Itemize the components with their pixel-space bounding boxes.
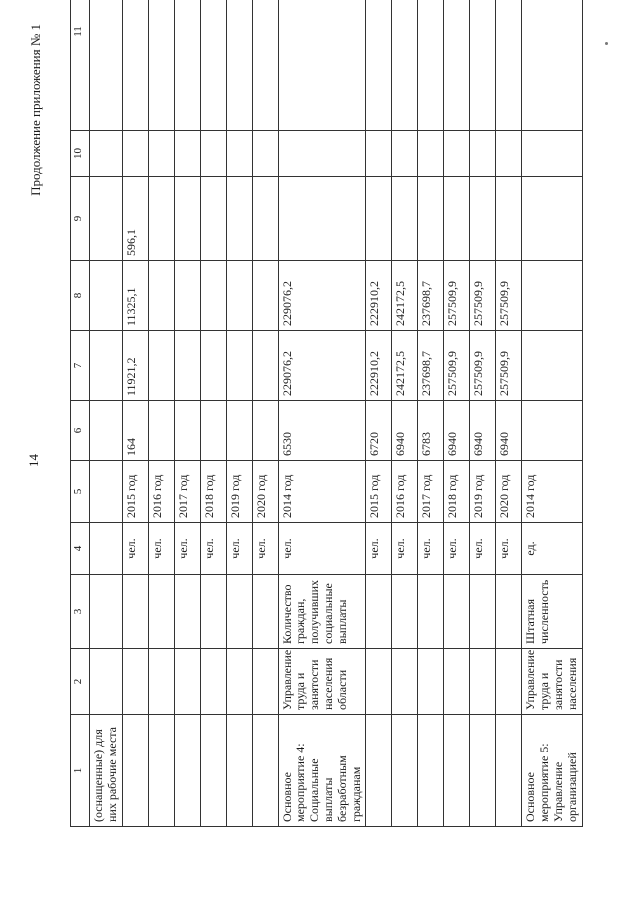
cell-unit: чел. (366, 523, 392, 575)
cell-funding-federal (278, 177, 366, 261)
cell-unit: ед. (522, 523, 582, 575)
cell-activity-name: Основное мероприятие 5: Управление организацией (522, 715, 582, 827)
cell-notes (496, 0, 522, 131)
table-row (226, 0, 252, 827)
column-number: 2 (71, 649, 90, 715)
cell-unit: чел. (496, 523, 522, 575)
cell-activity-name (122, 715, 148, 827)
cell-responsible-executor (200, 649, 226, 715)
cell-indicator-value: 164 (122, 401, 148, 461)
cell-funding-regional: 229076,2 (278, 261, 366, 331)
column-number: 1 (71, 715, 90, 827)
cell-funding-regional (252, 261, 278, 331)
cell-unit: чел. (148, 523, 174, 575)
cell-year: 2016 год (392, 461, 418, 523)
cell-funding-total: 237698,7 (418, 331, 444, 401)
cell-indicator-name (470, 575, 496, 649)
cell-activity-name (418, 715, 444, 827)
cell-activity-name (148, 715, 174, 827)
cell-activity-name (226, 715, 252, 827)
cell-responsible-executor: Управление труда и занятости населения (522, 649, 582, 715)
cell-responsible-executor: Управление труда и занятости населения области (278, 649, 366, 715)
cell-funding-total (252, 331, 278, 401)
cell-year: 2019 год (470, 461, 496, 523)
cell-activity-name (392, 715, 418, 827)
cell-indicator-value (90, 401, 123, 461)
cell-indicator-name (496, 575, 522, 649)
cell-funding-federal (148, 177, 174, 261)
cell-year: 2020 год (252, 461, 278, 523)
table-row (148, 0, 174, 827)
cell-funding-regional: 257509,9 (496, 261, 522, 331)
cell-year: 2015 год (366, 461, 392, 523)
cell-responsible-executor (90, 649, 123, 715)
cell-year: 2020 год (496, 461, 522, 523)
cell-indicator-name (90, 575, 123, 649)
cell-funding-regional: 222910,2 (366, 261, 392, 331)
cell-indicator-value (200, 401, 226, 461)
cell-indicator-value: 6940 (470, 401, 496, 461)
cell-responsible-executor (122, 649, 148, 715)
cell-indicator-value: 6720 (366, 401, 392, 461)
cell-indicator-value (226, 401, 252, 461)
cell-year: 2018 год (200, 461, 226, 523)
cell-responsible-executor (174, 649, 200, 715)
cell-responsible-executor (470, 649, 496, 715)
cell-unit: чел. (174, 523, 200, 575)
cell-responsible-executor (444, 649, 470, 715)
cell-notes (444, 0, 470, 131)
cell-notes (278, 0, 366, 131)
cell-year (90, 461, 123, 523)
column-number: 9 (71, 177, 90, 261)
cell-year: 2016 год (148, 461, 174, 523)
cell-responsible-executor (496, 649, 522, 715)
cell-funding-federal (366, 177, 392, 261)
cell-funding-total: 229076,2 (278, 331, 366, 401)
cell-funding-other (226, 131, 252, 177)
cell-funding-total (148, 331, 174, 401)
table-header-row (71, 0, 90, 827)
program-activities-table (70, 0, 583, 827)
cell-notes (392, 0, 418, 131)
cell-funding-federal (392, 177, 418, 261)
cell-indicator-value (148, 401, 174, 461)
column-number: 4 (71, 523, 90, 575)
cell-funding-federal (522, 177, 582, 261)
cell-funding-total: 242172,5 (392, 331, 418, 401)
cell-notes (226, 0, 252, 131)
cell-indicator-name (122, 575, 148, 649)
table-row (252, 0, 278, 827)
cell-responsible-executor (418, 649, 444, 715)
table-row (392, 0, 418, 827)
cell-indicator-value: 6783 (418, 401, 444, 461)
cell-funding-regional: 237698,7 (418, 261, 444, 331)
cell-unit: чел. (122, 523, 148, 575)
cell-unit: чел. (252, 523, 278, 575)
cell-funding-total (522, 331, 582, 401)
table-row (522, 0, 582, 827)
cell-year: 2014 год (522, 461, 582, 523)
cell-funding-total (200, 331, 226, 401)
cell-year: 2019 год (226, 461, 252, 523)
cell-activity-name: Основное мероприятие 4: Социальные выплаты безработным гражданам (278, 715, 366, 827)
table-row (90, 0, 123, 827)
cell-funding-total: 257509,9 (496, 331, 522, 401)
cell-unit: чел. (200, 523, 226, 575)
cell-responsible-executor (148, 649, 174, 715)
cell-funding-regional: 242172,5 (392, 261, 418, 331)
cell-notes (174, 0, 200, 131)
cell-funding-federal: 596,1 (122, 177, 148, 261)
appendix-continuation-note: Продолжение приложения № 1 (28, 24, 43, 196)
cell-unit: чел. (444, 523, 470, 575)
cell-unit: чел. (278, 523, 366, 575)
cell-notes (90, 0, 123, 131)
cell-funding-federal (470, 177, 496, 261)
cell-indicator-name (200, 575, 226, 649)
cell-funding-total (226, 331, 252, 401)
cell-funding-other (522, 131, 582, 177)
cell-responsible-executor (366, 649, 392, 715)
column-number: 3 (71, 575, 90, 649)
cell-funding-other (200, 131, 226, 177)
cell-year: 2017 год (174, 461, 200, 523)
cell-funding-regional (174, 261, 200, 331)
table-row (122, 0, 148, 827)
cell-funding-federal (174, 177, 200, 261)
cell-funding-regional: 257509,9 (470, 261, 496, 331)
cell-funding-regional (90, 261, 123, 331)
cell-unit: чел. (418, 523, 444, 575)
column-number: 10 (71, 131, 90, 177)
cell-indicator-name: Штатная численность (522, 575, 582, 649)
cell-activity-name (366, 715, 392, 827)
cell-responsible-executor (252, 649, 278, 715)
cell-indicator-value: 6940 (392, 401, 418, 461)
cell-funding-other (496, 131, 522, 177)
table-row (366, 0, 392, 827)
cell-indicator-name (148, 575, 174, 649)
cell-funding-other (174, 131, 200, 177)
cell-indicator-name (444, 575, 470, 649)
cell-responsible-executor (392, 649, 418, 715)
cell-activity-name (252, 715, 278, 827)
table-row (470, 0, 496, 827)
column-number: 6 (71, 401, 90, 461)
cell-funding-federal (496, 177, 522, 261)
cell-indicator-value: 6940 (496, 401, 522, 461)
cell-notes (122, 0, 148, 131)
cell-funding-federal (200, 177, 226, 261)
table-row (496, 0, 522, 827)
cell-activity-name (470, 715, 496, 827)
cell-indicator-value (174, 401, 200, 461)
cell-responsible-executor (226, 649, 252, 715)
cell-funding-other (252, 131, 278, 177)
cell-funding-federal (226, 177, 252, 261)
cell-notes (366, 0, 392, 131)
cell-funding-federal (252, 177, 278, 261)
cell-funding-federal (90, 177, 123, 261)
cell-activity-name (444, 715, 470, 827)
cell-indicator-value (252, 401, 278, 461)
table-row (444, 0, 470, 827)
cell-funding-other (90, 131, 123, 177)
cell-indicator-value (522, 401, 582, 461)
cell-funding-regional (522, 261, 582, 331)
cell-unit: чел. (470, 523, 496, 575)
cell-funding-other (444, 131, 470, 177)
cell-year: 2018 год (444, 461, 470, 523)
cell-funding-federal (444, 177, 470, 261)
cell-funding-other (470, 131, 496, 177)
cell-indicator-name (252, 575, 278, 649)
cell-activity-name: (оснащенные) для них рабочие места (90, 715, 123, 827)
cell-year: 2017 год (418, 461, 444, 523)
cell-funding-regional: 11325,1 (122, 261, 148, 331)
scan-speck (605, 42, 608, 45)
cell-funding-other (366, 131, 392, 177)
cell-unit: чел. (226, 523, 252, 575)
cell-indicator-value: 6940 (444, 401, 470, 461)
cell-funding-other (148, 131, 174, 177)
cell-notes (522, 0, 582, 131)
cell-funding-total: 257509,9 (444, 331, 470, 401)
cell-notes (470, 0, 496, 131)
cell-notes (148, 0, 174, 131)
table-row (200, 0, 226, 827)
cell-indicator-name (174, 575, 200, 649)
table-row (418, 0, 444, 827)
cell-activity-name (200, 715, 226, 827)
cell-funding-other (418, 131, 444, 177)
cell-funding-federal (418, 177, 444, 261)
cell-activity-name (496, 715, 522, 827)
table-row (174, 0, 200, 827)
column-number: 11 (71, 0, 90, 131)
cell-year: 2015 год (122, 461, 148, 523)
cell-funding-regional: 257509,9 (444, 261, 470, 331)
cell-funding-total: 257509,9 (470, 331, 496, 401)
cell-funding-other (122, 131, 148, 177)
cell-indicator-name (392, 575, 418, 649)
cell-notes (200, 0, 226, 131)
cell-funding-regional (148, 261, 174, 331)
cell-notes (418, 0, 444, 131)
cell-funding-other (392, 131, 418, 177)
cell-funding-total: 11921,2 (122, 331, 148, 401)
cell-indicator-name: Количество граждан, получивших социальные выплаты (278, 575, 366, 649)
page-number: 14 (26, 454, 41, 467)
cell-unit: чел. (392, 523, 418, 575)
table-row (278, 0, 366, 827)
column-number: 5 (71, 461, 90, 523)
cell-notes (252, 0, 278, 131)
cell-indicator-name (366, 575, 392, 649)
cell-activity-name (174, 715, 200, 827)
cell-funding-total (90, 331, 123, 401)
cell-year: 2014 год (278, 461, 366, 523)
cell-funding-other (278, 131, 366, 177)
column-number: 7 (71, 331, 90, 401)
cell-unit (90, 523, 123, 575)
cell-funding-regional (200, 261, 226, 331)
cell-indicator-name (418, 575, 444, 649)
cell-funding-regional (226, 261, 252, 331)
cell-indicator-name (226, 575, 252, 649)
column-number: 8 (71, 261, 90, 331)
cell-indicator-value: 6530 (278, 401, 366, 461)
cell-funding-total (174, 331, 200, 401)
cell-funding-total: 222910,2 (366, 331, 392, 401)
